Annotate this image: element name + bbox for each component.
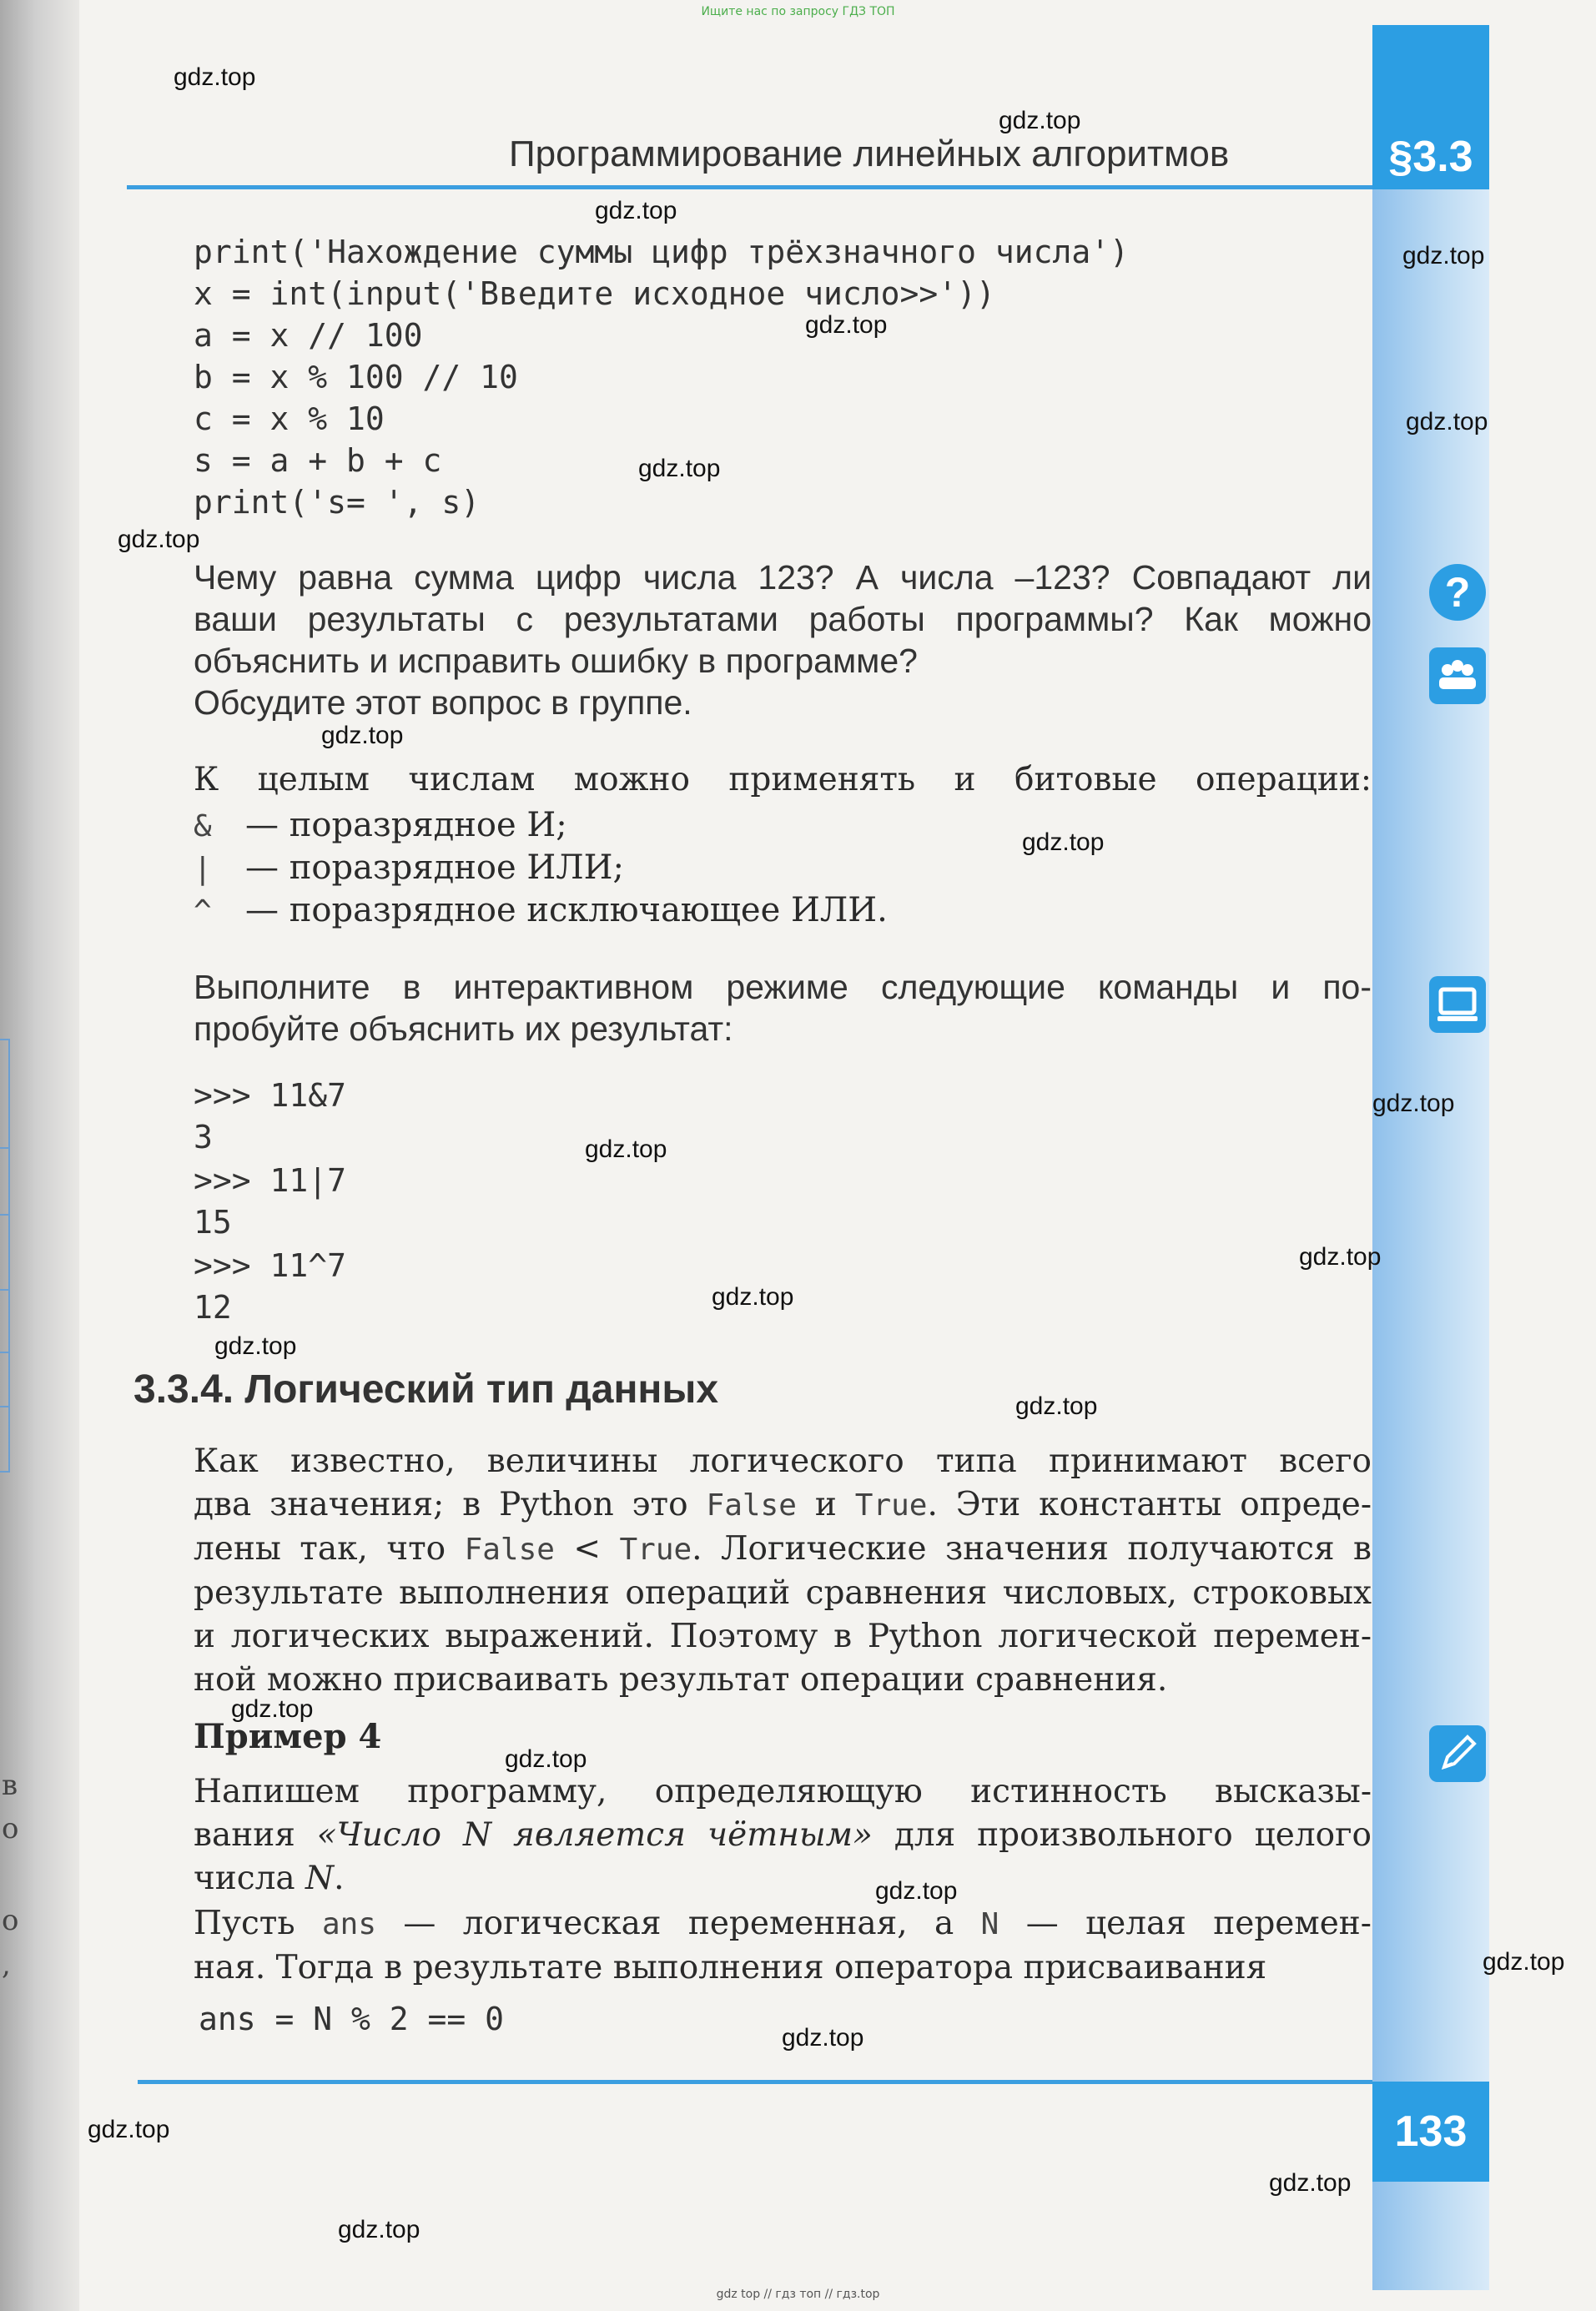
- group-work-icon: [1429, 647, 1486, 704]
- gutter-char: о: [2, 1812, 19, 1845]
- para-line: [194, 1857, 1372, 1901]
- watermark: gdz.top: [214, 1332, 297, 1360]
- code-n: N: [980, 1907, 999, 1941]
- code-line: 15: [194, 1204, 232, 1241]
- section-heading: 3.3.4. Логический тип данных: [133, 1367, 719, 1412]
- watermark: gdz.top: [338, 2216, 420, 2243]
- watermark: gdz.top: [1483, 1948, 1565, 1976]
- code-line: >>> 11|7: [194, 1162, 347, 1199]
- bitwise-op-and: [194, 806, 567, 844]
- para-line: [194, 1440, 1372, 1483]
- text-run: <: [554, 1530, 620, 1568]
- watermark: gdz.top: [174, 63, 256, 91]
- watermark: gdz.top: [231, 1695, 314, 1723]
- op-text: — поразрядное И;: [245, 806, 567, 844]
- code-false: False: [706, 1488, 797, 1523]
- para-line: результате выполнения операций сравнения числовых, строковых: [194, 1574, 1372, 1612]
- watermark: gdz.top: [88, 2116, 170, 2143]
- question-paragraph: [194, 556, 1372, 723]
- code-line: 3: [194, 1119, 213, 1156]
- op-symbol: ^: [194, 894, 212, 929]
- code-line: x = int(input('Введите исходное число>>')): [194, 275, 995, 312]
- watermark: gdz.top: [1402, 242, 1485, 269]
- watermark: gdz.top: [1015, 1392, 1098, 1420]
- para-line: и логических выражений. Поэтому в Python логической перемен-: [194, 1618, 1372, 1655]
- watermark: gdz.top: [999, 107, 1081, 134]
- task-line: пробуйте объяснить их результат:: [194, 1009, 733, 1048]
- code-ans: ans: [322, 1907, 377, 1941]
- op-text: — поразрядное ИЛИ;: [245, 848, 624, 887]
- question-line: объяснить и исправить ошибку в программе?: [194, 642, 918, 680]
- op-symbol: |: [194, 852, 212, 886]
- op-symbol: &: [194, 809, 212, 843]
- code-line: c = x % 10: [194, 400, 385, 437]
- text-run: Как известно, величины логического типа принимают всего: [194, 1442, 1372, 1480]
- logic-paragraph: [194, 1440, 1372, 1702]
- page-header-title: Программирование линейных алгоритмов: [509, 133, 1230, 174]
- text-run: числа: [194, 1860, 306, 1897]
- code-line: >>> 11&7: [194, 1077, 347, 1114]
- let-paragraph: [194, 1902, 1372, 1990]
- code-true: True: [619, 1533, 692, 1567]
- watermark: gdz.top: [1269, 2169, 1352, 2197]
- text-run: два значения; в Python это: [194, 1486, 707, 1523]
- code-line: print('s= ', s): [194, 484, 481, 521]
- watermark: gdz.top: [638, 455, 721, 482]
- question-line: Чему равна сумма цифр числа 123? А числа –123? Совпадают ли: [194, 558, 1372, 597]
- header-rule: [127, 185, 1372, 189]
- code-line: print('Нахождение суммы цифр трёхзначного числа'): [194, 234, 1130, 270]
- watermark: gdz.top: [1022, 828, 1105, 856]
- watermark: gdz.top: [805, 311, 888, 339]
- para-line: ная. Тогда в результате выполнения оператора присваивания: [194, 1949, 1267, 1986]
- question-line: Обсудите этот вопрос в группе.: [194, 683, 692, 722]
- watermark: gdz.top: [782, 2024, 864, 2052]
- code-line-final: ans = N % 2 == 0: [199, 2001, 505, 2037]
- code-line: b = x % 100 // 10: [194, 359, 518, 395]
- text-run: — целая перемен-: [999, 1905, 1372, 1942]
- code-line: >>> 11^7: [194, 1247, 347, 1284]
- bitwise-intro: К целым числам можно применять и битовые операции:: [194, 761, 1372, 798]
- text-run: лены так, что: [194, 1530, 465, 1568]
- footer-rule: [138, 2080, 1372, 2084]
- para-line: ной можно присваивать результат операции сравнения.: [194, 1661, 1168, 1699]
- code-true: True: [854, 1488, 928, 1523]
- text-run: вания: [194, 1816, 317, 1854]
- bitwise-op-xor: [194, 891, 888, 929]
- pencil-icon: [1429, 1725, 1486, 1782]
- text-run: . Эти константы опреде-: [927, 1486, 1372, 1523]
- watermark: gdz.top: [712, 1283, 794, 1311]
- gutter-char: ,: [2, 1948, 11, 1981]
- section-tab: §3.3: [1372, 25, 1489, 189]
- page-number: 133: [1372, 2082, 1489, 2182]
- para-line: [194, 1814, 1372, 1857]
- text-run: для произвольного целого: [872, 1816, 1372, 1854]
- gutter-char: о: [2, 1904, 19, 1937]
- watermark: gdz.top: [585, 1135, 667, 1163]
- text-run: . Логические значения получаются в: [692, 1530, 1372, 1568]
- code-line: 12: [194, 1289, 232, 1326]
- gutter-table-fragment: [0, 1039, 10, 1473]
- top-site-note: Ищите нас по запросу ГДЗ ТОП: [701, 5, 895, 18]
- text-run: и: [796, 1486, 855, 1523]
- watermark: gdz.top: [1372, 1090, 1455, 1117]
- watermark: gdz.top: [1299, 1243, 1382, 1271]
- gutter-char: в: [2, 1769, 18, 1802]
- watermark: gdz.top: [1406, 408, 1488, 436]
- code-line: s = a + b + c: [194, 442, 442, 479]
- text-run: .: [334, 1860, 345, 1897]
- text-run: Пусть: [194, 1905, 322, 1942]
- watermark: gdz.top: [875, 1877, 958, 1905]
- example-title: Пример 4: [194, 1717, 382, 1756]
- text-run: — логическая переменная, а: [376, 1905, 981, 1942]
- bottom-site-note: gdz top // гдз топ // гдз.top: [716, 2288, 880, 2301]
- op-text: — поразрядное исключающее ИЛИ.: [245, 891, 888, 929]
- question-line: ваши результаты с результатами работы программы? Как можно: [194, 600, 1372, 638]
- para-line: [194, 1483, 1372, 1528]
- task-line: Выполните в интерактивном режиме следующие команды и по-: [194, 968, 1372, 1006]
- watermark: gdz.top: [321, 722, 404, 749]
- task-paragraph: [194, 966, 1372, 1050]
- code-false: False: [464, 1533, 555, 1567]
- computer-icon: [1429, 976, 1486, 1033]
- statement-quote: «Число N является чётным»: [316, 1816, 873, 1854]
- bitwise-op-or: [194, 848, 624, 887]
- page-gutter-shadow: [0, 0, 79, 2311]
- question-icon: ?: [1429, 564, 1486, 621]
- variable-n: N: [305, 1860, 335, 1897]
- example-paragraph: [194, 1770, 1372, 1901]
- para-line: [194, 1902, 1372, 1946]
- watermark: gdz.top: [505, 1745, 587, 1773]
- margin-column: [1372, 25, 1489, 2290]
- para-line: Напишем программу, определяющую истинность высказы-: [194, 1773, 1372, 1810]
- code-line: a = x // 100: [194, 317, 423, 354]
- watermark: gdz.top: [118, 526, 200, 553]
- watermark: gdz.top: [595, 197, 677, 224]
- para-line: [194, 1528, 1372, 1572]
